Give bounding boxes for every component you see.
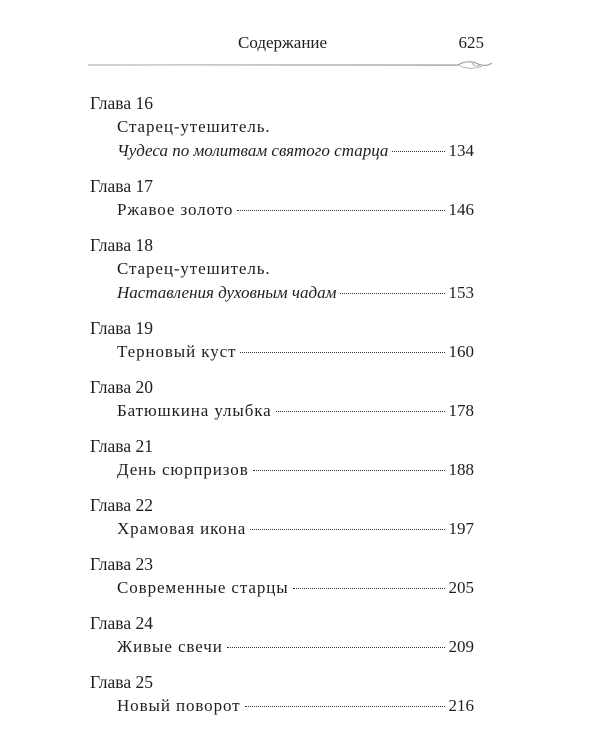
toc-chapter [90,375,474,423]
chapter-label: Глава 20 [90,377,153,397]
toc-chapter [90,434,474,482]
chapter-title: День сюрпризов [117,460,249,479]
chapter-page-number: 188 [448,460,474,479]
toc-entry-row [117,399,474,423]
dot-leader [227,647,445,648]
chapter-title: Современные старцы [117,578,289,597]
chapter-page-number: 160 [448,342,474,361]
chapter-label: Глава 17 [90,176,153,196]
toc-chapter [90,174,474,222]
toc-chapter [90,91,474,163]
chapter-page-number: 134 [448,141,474,160]
chapter-label: Глава 18 [90,235,153,255]
chapter-page-number: 153 [448,283,474,302]
dot-leader [340,293,444,294]
toc-chapter [90,611,474,659]
dot-leader [293,588,445,589]
toc-entry-row [117,635,474,659]
chapter-title-line: Старец-утешитель. [117,259,271,278]
dot-leader [240,352,444,353]
chapter-title: Батюшкина улыбка [117,401,272,420]
chapter-title: Ржавое золото [117,200,234,219]
chapter-label: Глава 24 [90,613,153,633]
chapter-label: Глава 19 [90,318,153,338]
chapter-label: Глава 23 [90,554,153,574]
chapter-label: Глава 21 [90,436,153,456]
toc-entry [90,198,474,222]
toc-entry [90,635,474,659]
chapter-label: Глава 22 [90,495,153,515]
chapter-title: Храмовая икона [117,519,247,538]
dot-leader [253,470,445,471]
toc-entry-row [117,281,474,305]
chapter-title: Терновый куст [117,342,237,361]
toc-entry-row [117,340,474,364]
chapter-label: Глава 16 [90,93,153,113]
chapter-page-number: 209 [448,637,474,656]
toc-entry [90,340,474,364]
chapter-page-number: 197 [448,519,474,538]
toc-entry-row [117,517,474,541]
toc-chapter [90,233,474,305]
dot-leader [245,706,445,707]
toc-entry [90,257,474,305]
chapter-label: Глава 25 [90,672,153,692]
toc-entry [90,576,474,600]
chapter-page-number: 205 [448,578,474,597]
toc-entry-row [117,576,474,600]
chapter-title: Новый поворот [117,696,241,715]
flourish-icon [88,60,492,70]
toc-entry [90,399,474,423]
toc-entry [90,517,474,541]
toc-entry-row [117,694,474,718]
running-header [90,33,484,57]
toc-chapter [90,552,474,600]
chapter-page-number: 216 [448,696,474,715]
toc-entry-row [117,198,474,222]
toc-entry [90,115,474,163]
chapter-title: Живые свечи [117,637,223,656]
dot-leader [250,529,444,530]
dot-leader [276,411,445,412]
dot-leader [237,210,444,211]
toc-chapter [90,670,474,718]
table-of-contents [90,91,474,729]
toc-entry [90,458,474,482]
dot-leader [392,151,444,152]
chapter-page-number: 146 [448,200,474,219]
toc-entry [90,694,474,718]
running-title: Содержание [238,33,328,52]
chapter-page-number: 178 [448,401,474,420]
toc-chapter [90,316,474,364]
chapter-title: Наставления духовным чадам [117,283,337,302]
page-number: 625 [458,33,484,52]
chapter-title: Чудеса по молитвам святого старца [117,141,389,160]
toc-entry-row [117,139,474,163]
chapter-title-line: Старец-утешитель. [117,117,271,136]
toc-entry-row [117,458,474,482]
toc-chapter [90,493,474,541]
